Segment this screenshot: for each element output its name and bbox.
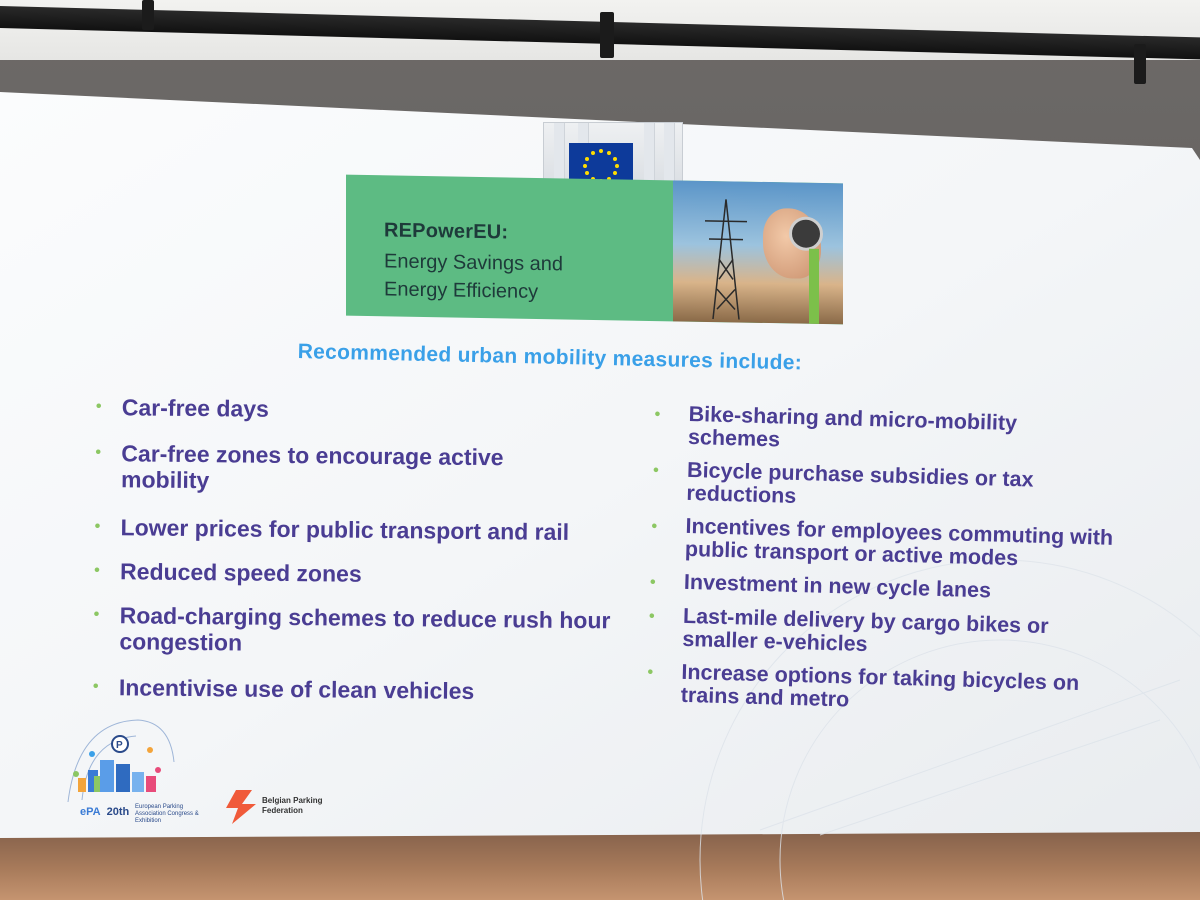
power-pylon-icon	[701, 199, 751, 320]
bullet-icon: •	[649, 573, 656, 592]
banner-subtitle	[384, 247, 563, 306]
bullet-icon: •	[654, 405, 661, 424]
list-item: • Incentivise use of clean vehicles	[92, 674, 475, 704]
epa-edition: ePA 20th	[80, 806, 130, 818]
banner-subtitle-line2: Energy Efficiency	[384, 278, 539, 304]
bullet-icon: •	[92, 677, 99, 696]
list-item: • Incentives for employees commuting with public transport or active modes	[651, 513, 1114, 571]
list-item: • Road-charging schemes to reduce rush hour congestion	[93, 602, 611, 656]
left-measures-list	[92, 394, 656, 704]
thermostat-knob-icon	[789, 216, 823, 251]
right-measures-list	[647, 401, 1125, 712]
bullet-icon: •	[93, 605, 100, 624]
list-item: • Car-free days	[95, 394, 270, 422]
list-item: • Bike-sharing and micro-mobility schemes	[654, 401, 1018, 452]
bullet-icon: •	[94, 517, 101, 536]
svg-text:P: P	[116, 740, 123, 751]
bullet-icon: •	[651, 517, 658, 536]
epa-congress-logo	[58, 712, 178, 812]
banner-subtitle-line1: Energy Savings and	[384, 250, 564, 276]
slide-heading: Recommended urban mobility measures include:	[297, 340, 803, 375]
epa-mark: ePA	[80, 806, 101, 818]
bullet-icon: •	[95, 443, 102, 462]
list-item: • Increase options for taking bicycles on trains and metro	[647, 659, 1080, 712]
list-item: • Last-mile delivery by cargo bikes or smaller e-vehicles	[648, 603, 1049, 657]
list-item: • Car-free zones to encourage active mobility	[95, 440, 504, 494]
belgian-parking-federation-logo-icon	[222, 788, 262, 826]
list-item: • Lower prices for public transport and rail	[94, 514, 570, 545]
bpf-name: Belgian Parking Federation	[262, 796, 323, 815]
energy-photo	[673, 180, 843, 324]
list-item: • Reduced speed zones	[94, 558, 362, 587]
epa-caption: European Parking Association Congress & Exhibition	[135, 804, 199, 824]
green-post	[809, 249, 819, 324]
bullet-icon: •	[94, 561, 100, 580]
banner-title: REPowerEU:	[384, 219, 509, 244]
repowereu-banner	[346, 175, 843, 325]
list-item: • Investment in new cycle lanes	[649, 569, 992, 603]
bullet-icon: •	[95, 397, 102, 416]
list-item: • Bicycle purchase subsidies or tax reductions	[652, 457, 1034, 508]
bullet-icon: •	[652, 461, 659, 480]
bullet-icon: •	[648, 607, 655, 626]
bullet-icon: •	[647, 663, 654, 682]
